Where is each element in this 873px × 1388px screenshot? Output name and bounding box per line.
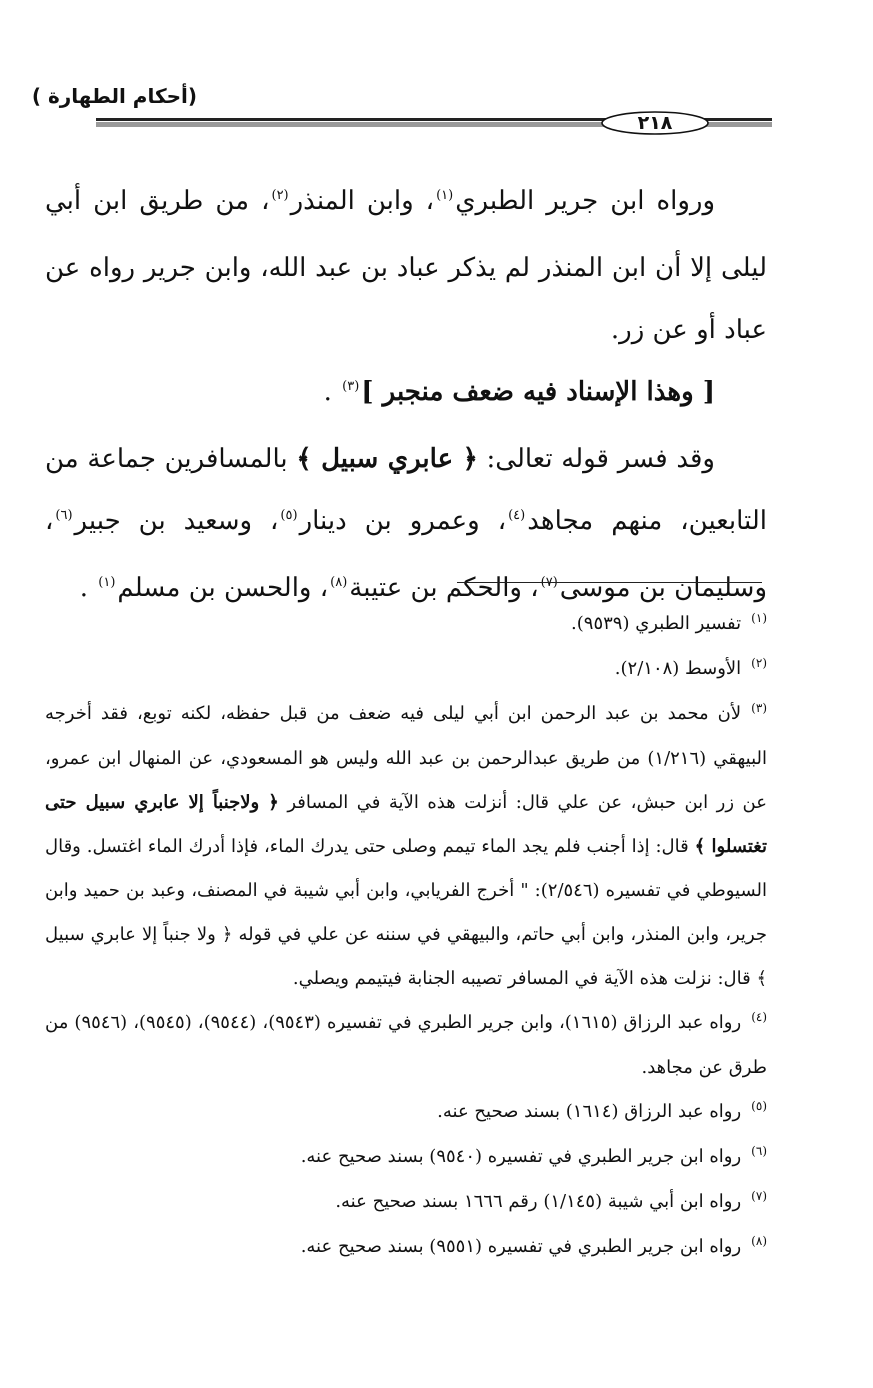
quran-quote: ﴿ ولاجنباً إلا عابري سبيل حتى تغتسلوا ﴾ xyxy=(45,792,767,857)
footnote-ref-2[interactable]: (٢) xyxy=(271,188,289,203)
footnote-text: لأن محمد بن عبد الرحمن ابن أبي ليلى فيه ضعف من قبل حفظه، لكنه توبع، فقد أخرجه البيهقي (١/٢١٦) من طريق عبدالرحمن بن عبد الله وليس هو المسعودي، عن المنهال ابن عمرو، عن زر ابن حبش، عن علي قال: أنزلت هذه الآية في المسافر xyxy=(45,703,768,813)
footnote-text: رواه ابن أبي شيبة (١/١٤٥) رقم ١٦٦٦ بسند صحيح عنه. xyxy=(335,1191,742,1212)
footnote-ref-1[interactable]: (١) xyxy=(436,188,454,203)
text-run: وقد فسر قوله تعالى: xyxy=(477,444,715,474)
footnote-number: (٣) xyxy=(751,701,767,715)
running-title: (أحكام الطهارة ) xyxy=(31,84,197,108)
footnote-text: الأوسط (٢/١٠٨). xyxy=(614,658,742,679)
footnote-ref-4[interactable]: (٤) xyxy=(508,508,526,523)
footnote-ref-8[interactable]: (٨) xyxy=(330,575,348,590)
footnote-ref-3[interactable]: (٣) xyxy=(342,379,360,394)
paragraph-3 xyxy=(45,428,767,624)
footnote-5 xyxy=(45,1090,767,1135)
text-run: ، والحسن بن مسلم xyxy=(117,573,329,603)
footnote-text: قال: إذا أجنب فلم يجد الماء تيمم وصلى حتى يدرك الماء، فإذا أدرك الماء اغتسل. وقال السيوطي في تفسيره (٢/٥٤٦): " أخرج الفريابي، وابن أبي شيبة في المصنف، وعبد بن حميد وابن جرير، وابن المنذر، وابن أبي حاتم، والبيهقي في سننه عن علي في قوله ﴿ ولا جنباً إلا عابري سبيل ﴾ قال: نزلت هذه الآية في المسافر تصيبه الجنابة فيتيمم ويصلي. xyxy=(45,836,767,989)
page-number-badge xyxy=(600,111,710,135)
footnote-text: رواه عبد الرزاق (١٦١٥)، وابن جرير الطبري في تفسيره (٩٥٤٣)، (٩٥٤٤)، (٩٥٤٥)، (٩٥٤٦) من طرق عن مجاهد. xyxy=(45,1012,767,1078)
footnote-ref-7[interactable]: (٧) xyxy=(540,575,558,590)
footnote-text: رواه عبد الرزاق (١٦١٤) بسند صحيح عنه. xyxy=(437,1101,742,1122)
text-run: . xyxy=(323,377,341,407)
footnote-7 xyxy=(45,1180,767,1225)
footnote-1 xyxy=(45,602,767,647)
text-run: ، وابن المنذر xyxy=(290,186,435,216)
main-text xyxy=(45,170,767,624)
footnote-text: رواه ابن جرير الطبري في تفسيره (٩٥٤٠) بسند صحيح عنه. xyxy=(300,1146,742,1167)
footnote-ref-9[interactable]: (١) xyxy=(98,575,116,590)
page-number: ٢١٨ xyxy=(637,112,673,134)
footnote-number: (٨) xyxy=(751,1234,767,1248)
text-run: . xyxy=(79,573,97,603)
footnotes xyxy=(45,602,767,1270)
footnote-number: (٦) xyxy=(751,1144,767,1158)
text-run: ، وعمرو بن دينار xyxy=(299,506,507,536)
footnote-number: (٥) xyxy=(751,1099,767,1113)
text-run: ، من طريق ابن أبي ليلى إلا أن ابن المنذر لم يذكر عباد بن عبد الله، وابن جرير رواه عن عباد أو عن زر. xyxy=(45,186,767,345)
text-run: ورواه ابن جرير الطبري xyxy=(455,186,715,216)
footnote-text: رواه ابن جرير الطبري في تفسيره (٩٥٥١) بسند صحيح عنه. xyxy=(300,1236,742,1257)
footnote-separator xyxy=(457,582,762,583)
paragraph-2 xyxy=(45,361,767,428)
footnote-number: (٢) xyxy=(751,656,767,670)
footnote-ref-5[interactable]: (٥) xyxy=(280,508,298,523)
footnote-number: (٤) xyxy=(751,1010,768,1024)
text-run: ، وسليمان بن موسى xyxy=(45,506,767,603)
text-run: ، وسعيد بن جبير xyxy=(74,506,279,536)
footnote-ref-6[interactable]: (٦) xyxy=(55,508,73,523)
footnote-4 xyxy=(45,1001,767,1090)
bold-statement: [ وهذا الإسناد فيه ضعف منجبر ] xyxy=(361,377,715,407)
footnote-number: (١) xyxy=(751,611,767,625)
footnote-6 xyxy=(45,1135,767,1180)
text-run: بالمسافرين جماعة من التابعين، منهم مجاهد xyxy=(45,444,767,536)
footnote-number: (٧) xyxy=(751,1189,767,1203)
text-run: ، والحكم بن عتيبة xyxy=(349,573,539,603)
footnote-8 xyxy=(45,1225,767,1270)
footnote-3 xyxy=(45,692,767,1001)
quran-quote: ﴿ عابري سبيل ﴾ xyxy=(296,444,478,474)
footnote-text: تفسير الطبري (٩٥٣٩). xyxy=(571,613,742,634)
footnote-2 xyxy=(45,647,767,692)
paragraph-1 xyxy=(45,170,767,361)
